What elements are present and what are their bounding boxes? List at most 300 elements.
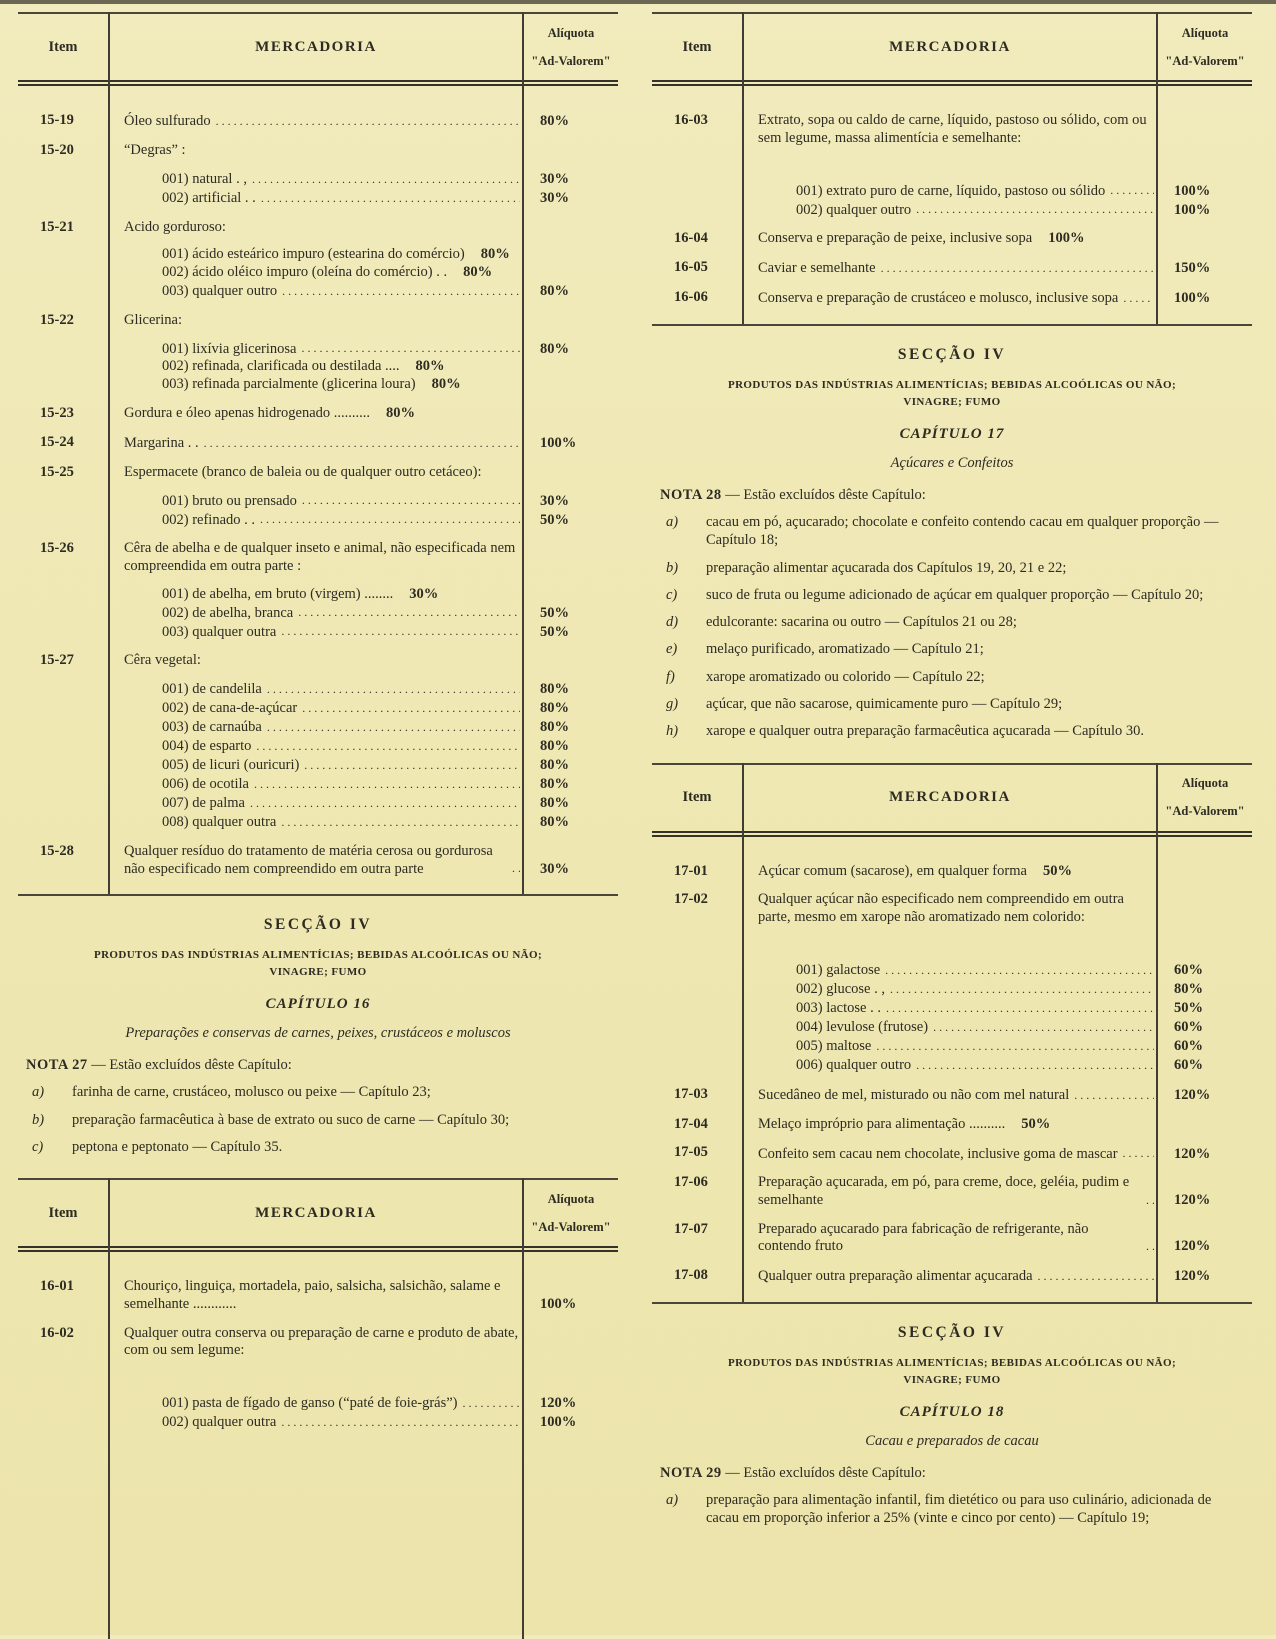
dot-leader [281, 813, 520, 831]
dot-leader [302, 339, 521, 357]
merchandise-text: 003) refinada parcialmente (glicerina loura) [162, 376, 416, 393]
table-line [124, 603, 618, 622]
merchandise-text: 001) de abelha, em bruto (virgem) ........ [162, 585, 394, 602]
merchandise-text: Extrato, sopa ou caldo de carne, líquido, pastoso ou sólido, com ou sem legume, massa alimentícia e semelhante: [758, 112, 1147, 146]
merchandise-cell [742, 1174, 1252, 1209]
column-divider [742, 763, 744, 1303]
section-products-line1: PRODUTOS DAS INDÚSTRIAS ALIMENTÍCIAS; BEBIDAS ALCOÓLICAS OU NÃO; [727, 379, 1177, 392]
rate-value: 80% [480, 246, 510, 263]
dot-leader [298, 603, 520, 621]
dot-leader [933, 1018, 1154, 1036]
tariff-table-chapter-16-left [18, 1178, 618, 1639]
dot-leader [254, 775, 520, 793]
dot-leader [881, 259, 1154, 277]
note-text: edulcorante: sacarina ou outro — Capítulos 21 ou 28; [706, 614, 1017, 631]
table-line [124, 1278, 618, 1313]
table-line [124, 376, 618, 394]
merchandise-text: Sucedâneo de mel, misturado ou não com mel natural [758, 1086, 1070, 1103]
table-line [124, 358, 618, 376]
item-code: 17-06 [674, 1174, 708, 1191]
table-line [758, 1018, 1252, 1037]
rate-value: 80% [1174, 980, 1203, 997]
table-line [124, 339, 618, 358]
table-line [124, 491, 618, 510]
merchandise-cell [742, 289, 1252, 308]
table-line [124, 699, 618, 718]
merchandise-text: 002) ácido oléico impuro (oleína do comércio) . . [162, 264, 448, 281]
table-line [758, 891, 1252, 926]
rate-value: 80% [540, 776, 569, 793]
table-line [124, 1394, 618, 1413]
item-code: 17-03 [674, 1085, 708, 1102]
merchandise-text: 002) qualquer outra [162, 1414, 277, 1431]
section-products-line2: VINAGRE; FUMO [903, 1374, 1001, 1387]
rate-value: 80% [540, 814, 569, 831]
table-line [758, 1267, 1252, 1286]
header-aliquota-line1: Alíquota [547, 25, 595, 40]
chapter-title: CAPÍTULO 16 [265, 996, 371, 1013]
note-item [660, 640, 1244, 658]
section-title: SECÇÃO IV [897, 346, 1007, 364]
merchandise-text: Espermacete (branco de baleia ou de qualquer outro cetáceo): [124, 463, 482, 480]
item-code: 16-02 [40, 1324, 74, 1341]
nota-heading [660, 487, 1244, 504]
item-code: 17-04 [674, 1115, 708, 1132]
merchandise-text: 002) refinado . . [162, 511, 256, 528]
section-capitulo-16 [18, 896, 618, 1178]
merchandise-text: 003) qualquer outro [162, 283, 278, 300]
table-line [124, 112, 618, 131]
table-line [758, 1086, 1252, 1105]
merchandise-text: 003) lactose . . [796, 999, 881, 1016]
merchandise-cell [108, 142, 618, 208]
table-line [758, 863, 1252, 881]
dot-leader [1123, 289, 1154, 307]
merchandise-cell [108, 843, 618, 878]
header-aliquota-line2: "Ad-Valorem" [531, 53, 611, 68]
note-text: preparação farmacêutica à base de extrato ou suco de carne — Capítulo 30; [72, 1111, 510, 1128]
merchandise-text: 003) de carnaúba [162, 719, 262, 736]
rate-value: 30% [540, 492, 569, 509]
merchandise-text: Caviar e semelhante [758, 260, 876, 277]
header-aliquota-line1: Alíquota [1181, 25, 1229, 40]
chapter-title: CAPÍTULO 18 [899, 1404, 1005, 1421]
table-line [124, 718, 618, 737]
chapter-subtitle: Preparações e conservas de carnes, peixes, crustáceos e moluscos [125, 1025, 511, 1042]
item-code: 16-06 [674, 289, 708, 306]
table-line [758, 1116, 1252, 1134]
merchandise-cell [742, 230, 1252, 248]
merchandise-cell [742, 863, 1252, 881]
rate-value: 150% [1174, 260, 1211, 277]
rate-value: 60% [1174, 1056, 1203, 1073]
rate-value: 50% [540, 604, 569, 621]
note-item [660, 613, 1244, 631]
merchandise-text: 001) lixívia glicerinosa [162, 340, 297, 357]
rate-value: 120% [540, 1395, 577, 1412]
merchandise-text: 005) de licuri (ouricuri) [162, 757, 300, 774]
note-item [660, 722, 1244, 740]
note-item [26, 1111, 610, 1129]
dot-leader [216, 112, 520, 130]
nota-text: — Estão excluídos dêste Capítulo: [725, 487, 926, 504]
merchandise-cell [108, 112, 618, 131]
chapter-title: CAPÍTULO 17 [899, 426, 1005, 443]
item-code: 17-05 [674, 1144, 708, 1161]
note-text: peptona e peptonato — Capítulo 35. [72, 1138, 283, 1155]
item-code: 15-27 [40, 652, 74, 669]
section-products-line1: PRODUTOS DAS INDÚSTRIAS ALIMENTÍCIAS; BEBIDAS ALCOÓLICAS OU NÃO; [93, 949, 543, 962]
merchandise-text: Preparação açucarada, em pó, para creme, doce, geléia, pudim e semelhante [758, 1174, 1130, 1208]
table-line [758, 1056, 1252, 1075]
merchandise-text: 004) de esparto [162, 738, 252, 755]
merchandise-cell [108, 434, 618, 453]
dot-leader [1146, 1237, 1154, 1255]
note-letter: g) [666, 696, 679, 713]
section-products-line1: PRODUTOS DAS INDÚSTRIAS ALIMENTÍCIAS; BEBIDAS ALCOÓLICAS OU NÃO; [727, 1357, 1177, 1370]
table-line [758, 1144, 1252, 1163]
notes-list [660, 1491, 1244, 1528]
section-title: SECÇÃO IV [897, 1324, 1007, 1342]
notes-list [26, 1083, 610, 1156]
merchandise-cell [108, 1278, 618, 1313]
item-code: 16-03 [674, 112, 708, 128]
rate-value: 30% [540, 190, 569, 206]
table-line [124, 1325, 618, 1360]
dot-leader [281, 622, 520, 640]
table-line [124, 1413, 618, 1432]
note-item [660, 695, 1244, 713]
merchandise-text: Qualquer outra preparação alimentar açucarada [758, 1268, 1033, 1285]
merchandise-cell [742, 1116, 1252, 1134]
table-line [124, 680, 618, 699]
merchandise-cell [742, 112, 1252, 219]
dot-leader [282, 282, 520, 300]
note-letter: a) [666, 1492, 679, 1509]
header-aliquota-line1: Alíquota [547, 1191, 595, 1206]
merchandise-text: 002) glucose . , [796, 980, 885, 997]
item-code: 16-05 [674, 259, 708, 276]
dot-leader [1146, 1191, 1154, 1209]
column-divider [108, 1178, 110, 1639]
merchandise-text: Gordura e óleo apenas hidrogenado .......... [124, 404, 371, 421]
table-line [758, 999, 1252, 1018]
merchandise-cell [108, 464, 618, 530]
merchandise-cell [742, 259, 1252, 278]
item-code: 15-26 [40, 540, 74, 557]
table-line [124, 246, 618, 264]
column-divider [742, 12, 744, 324]
tariff-table-chapter-17 [652, 763, 1252, 1305]
merchandise-text: Conserva e preparação de crustáceo e molusco, inclusive sopa [758, 290, 1119, 307]
note-letter: e) [666, 641, 678, 658]
rate-value: 100% [1174, 182, 1211, 199]
dot-leader [463, 1394, 520, 1412]
rate-value: 100% [540, 434, 577, 451]
header-aliquota [1158, 770, 1252, 825]
rate-value: 80% [463, 264, 493, 281]
merchandise-cell [108, 219, 618, 301]
merchandise-cell [742, 1267, 1252, 1286]
table-line [124, 189, 618, 208]
rate-value: 50% [1042, 862, 1072, 879]
chapter-subtitle: Açúcares e Confeitos [890, 455, 1014, 472]
merchandise-cell [742, 891, 1252, 1074]
merchandise-text: Chouriço, linguiça, mortadela, paio, salsicha, salsichão, salame e semelhante ............ [124, 1278, 501, 1312]
rate-value: 60% [1174, 1018, 1203, 1035]
item-code: 16-01 [40, 1278, 74, 1295]
note-text: cacau em pó, açucarado; chocolate e confeito contendo cacau em qualquer proporção — Capítulo 18; [706, 514, 1219, 549]
rate-value: 50% [1021, 1115, 1051, 1132]
table-line [124, 794, 618, 813]
table-line [758, 1221, 1252, 1256]
column-divider [108, 12, 110, 894]
merchandise-text: Acido gorduroso: [124, 218, 226, 235]
table-line [124, 843, 618, 878]
merchandise-text: 001) bruto ou prensado [162, 492, 297, 509]
table-line [124, 434, 618, 453]
note-letter: a) [32, 1084, 45, 1101]
table-line [758, 230, 1252, 248]
item-code: 15-22 [40, 311, 74, 328]
rate-value: 80% [540, 700, 569, 717]
merchandise-cell [108, 540, 618, 641]
item-code: 15-21 [40, 218, 74, 235]
section-products-line2: VINAGRE; FUMO [269, 966, 367, 979]
dot-leader [302, 491, 520, 509]
merchandise-text: 006) qualquer outro [796, 1056, 912, 1073]
item-code: 15-28 [40, 842, 74, 859]
merchandise-text: 004) levulose (frutose) [796, 1018, 929, 1035]
table-line [124, 756, 618, 775]
header-mercadoria: MERCADORIA [255, 1204, 377, 1221]
item-code: 15-25 [40, 463, 74, 480]
dot-leader [204, 434, 520, 452]
header-item: Item [682, 38, 712, 55]
header-aliquota [1158, 20, 1252, 75]
merchandise-cell [108, 1325, 618, 1432]
header-mercadoria: MERCADORIA [255, 38, 377, 55]
left-column [18, 12, 618, 1639]
merchandise-text: 001) pasta de fígado de ganso (“paté de foie-grás”) [162, 1395, 458, 1412]
note-letter: d) [666, 614, 679, 631]
nota-label: NOTA 29 [660, 1465, 722, 1482]
header-item: Item [48, 38, 78, 55]
table-line [124, 312, 618, 330]
note-letter: a) [666, 514, 679, 531]
rate-value: 100% [1174, 290, 1211, 307]
note-item [660, 1491, 1244, 1528]
nota-label: NOTA 27 [26, 1057, 88, 1074]
table-line [124, 652, 618, 670]
note-item [660, 513, 1244, 550]
rate-value: 80% [415, 358, 445, 375]
dot-leader [1110, 181, 1154, 199]
merchandise-text: Confeito sem cacau nem chocolate, inclusive goma de mascar [758, 1145, 1118, 1162]
dot-leader [304, 756, 520, 774]
merchandise-text: Cêra vegetal: [124, 652, 201, 669]
dot-leader [267, 680, 520, 698]
table-line [124, 540, 618, 575]
item-code: 17-07 [674, 1220, 708, 1237]
item-code: 15-19 [40, 112, 74, 128]
rate-value: 120% [1174, 1238, 1211, 1255]
column-divider [522, 1178, 524, 1639]
merchandise-text: Qualquer outra conserva ou preparação de carne e produto de abate, com ou sem legume: [124, 1324, 519, 1359]
note-text: suco de fruta ou legume adicionado de açúcar em qualquer proporção — Capítulo 20; [706, 586, 1204, 603]
nota-heading [660, 1465, 1244, 1482]
dot-leader [252, 170, 520, 188]
merchandise-text: 002) artificial . . [162, 190, 256, 206]
table-line [124, 282, 618, 301]
header-aliquota-line2: "Ad-Valorem" [1165, 53, 1245, 68]
merchandise-text: Açúcar comum (sacarose), em qualquer forma [758, 862, 1027, 879]
dot-leader [302, 699, 520, 717]
section-capitulo-17 [652, 326, 1252, 762]
table-line [758, 289, 1252, 308]
merchandise-cell [742, 1221, 1252, 1256]
table-line [758, 259, 1252, 278]
rate-value: 100% [540, 1295, 577, 1312]
merchandise-cell [742, 1144, 1252, 1163]
nota-label: NOTA 28 [660, 487, 722, 504]
note-letter: b) [32, 1111, 45, 1128]
merchandise-text: Melaço impróprio para alimentação .......... [758, 1115, 1006, 1132]
column-divider [522, 12, 524, 894]
table-line [758, 961, 1252, 980]
rate-value: 30% [540, 171, 569, 187]
dot-leader [886, 999, 1154, 1017]
rate-value: 80% [540, 719, 569, 736]
merchandise-text: 005) maltose [796, 1037, 872, 1054]
table-line [758, 1037, 1252, 1056]
tariff-table-chapter-15 [18, 12, 618, 896]
note-item [26, 1083, 610, 1101]
merchandise-text: 001) de candelila [162, 681, 262, 698]
merchandise-text: Qualquer açúcar não especificado nem compreendido em outra parte, mesmo em xarope não aromatizado nem colorido: [758, 891, 1124, 925]
header-aliquota [524, 1186, 618, 1241]
tariff-table-chapter-16-right [652, 12, 1252, 326]
item-code: 16-04 [674, 230, 708, 247]
dot-leader [281, 1413, 520, 1431]
merchandise-text: Preparado açucarado para fabricação de refrigerante, não contendo fruto [758, 1220, 1089, 1255]
note-item [26, 1138, 610, 1156]
note-item [660, 668, 1244, 686]
merchandise-cell [742, 1086, 1252, 1105]
rate-value: 30% [409, 585, 439, 602]
column-divider [1156, 763, 1158, 1303]
note-text: açúcar, que não sacarose, quimicamente puro — Capítulo 29; [706, 696, 1063, 713]
section-title: SECÇÃO IV [263, 916, 373, 934]
rate-value: 60% [1174, 961, 1203, 978]
table-line [758, 1174, 1252, 1209]
merchandise-text: “Degras” : [124, 142, 186, 158]
merchandise-text: 002) qualquer outro [796, 201, 912, 218]
rate-value: 80% [540, 113, 569, 130]
dot-leader [1074, 1086, 1154, 1104]
merchandise-cell [108, 405, 618, 423]
item-code: 15-24 [40, 433, 74, 450]
rate-value: 50% [540, 623, 569, 640]
note-letter: c) [32, 1138, 44, 1155]
note-letter: h) [666, 723, 679, 740]
merchandise-text: 006) de ocotila [162, 776, 249, 793]
note-text: melaço purificado, aromatizado — Capítulo 21; [706, 641, 984, 658]
item-code: 17-01 [674, 862, 708, 879]
note-text: farinha de carne, crustáceo, molusco ou peixe — Capítulo 23; [72, 1084, 431, 1101]
merchandise-text: 002) de abelha, branca [162, 604, 294, 621]
rate-value: 80% [540, 795, 569, 812]
merchandise-text: 002) refinada, clarificada ou destilada .... [162, 358, 400, 375]
merchandise-text: 007) de palma [162, 795, 245, 812]
merchandise-text: Qualquer resíduo do tratamento de matéria cerosa ou gordurosa não especificado nem compreendido em outra parte [124, 842, 493, 877]
table-line [124, 586, 618, 604]
rate-value: 30% [540, 860, 569, 877]
table-line [124, 264, 618, 282]
nota-text: — Estão excluídos dêste Capítulo: [725, 1465, 926, 1482]
rate-value: 80% [386, 404, 416, 421]
merchandise-text: 001) ácido esteárico impuro (estearina do comércio) [162, 246, 465, 263]
nota-text: — Estão excluídos dêste Capítulo: [91, 1057, 292, 1074]
note-letter: c) [666, 586, 678, 603]
nota-heading [26, 1057, 610, 1074]
table-line [124, 775, 618, 794]
dot-leader [512, 859, 520, 877]
header-item: Item [682, 789, 712, 806]
merchandise-text: 001) extrato puro de carne, líquido, pastoso ou sólido [796, 182, 1106, 199]
table-line [124, 813, 618, 832]
chapter-subtitle: Cacau e preparados de cacau [865, 1433, 1039, 1450]
header-mercadoria: MERCADORIA [889, 38, 1011, 55]
merchandise-cell [108, 312, 618, 394]
rate-value: 80% [540, 681, 569, 698]
dot-leader [916, 1056, 1154, 1074]
dot-leader [250, 794, 520, 812]
rate-value: 50% [1174, 999, 1203, 1016]
note-text: preparação para alimentação infantil, fim dietético ou para uso culinário, adicionada de cacau em proporção inferior a 25% (vinte e cinco por cento) — Capítulo 19; [706, 1492, 1212, 1527]
merchandise-cell [108, 652, 618, 832]
header-item: Item [48, 1204, 78, 1221]
note-item [660, 559, 1244, 577]
document-page [0, 4, 1276, 1639]
header-aliquota-line2: "Ad-Valorem" [1165, 804, 1245, 819]
dot-leader [261, 189, 520, 207]
item-code: 17-02 [674, 891, 708, 908]
dot-leader [885, 961, 1154, 979]
rate-value: 120% [1174, 1145, 1211, 1162]
rate-value: 80% [540, 738, 569, 755]
right-column [652, 12, 1252, 1639]
note-item [660, 586, 1244, 604]
merchandise-text: 001) galactose [796, 961, 881, 978]
rate-value: 80% [540, 340, 569, 357]
note-letter: f) [666, 668, 675, 685]
table-line [124, 170, 618, 189]
merchandise-text: 003) qualquer outra [162, 623, 277, 640]
rate-value: 80% [431, 376, 461, 393]
dot-leader [916, 200, 1154, 218]
merchandise-text: 002) de cana-de-açúcar [162, 700, 298, 717]
merchandise-text: 008) qualquer outra [162, 814, 277, 831]
notes-list [660, 513, 1244, 740]
rate-value: 80% [540, 757, 569, 774]
header-aliquota-line1: Alíquota [1181, 776, 1229, 791]
section-capitulo-18 [652, 1304, 1252, 1550]
merchandise-text: Óleo sulfurado [124, 113, 211, 130]
table-line [124, 622, 618, 641]
item-code: 17-08 [674, 1267, 708, 1284]
dot-leader [1123, 1144, 1154, 1162]
